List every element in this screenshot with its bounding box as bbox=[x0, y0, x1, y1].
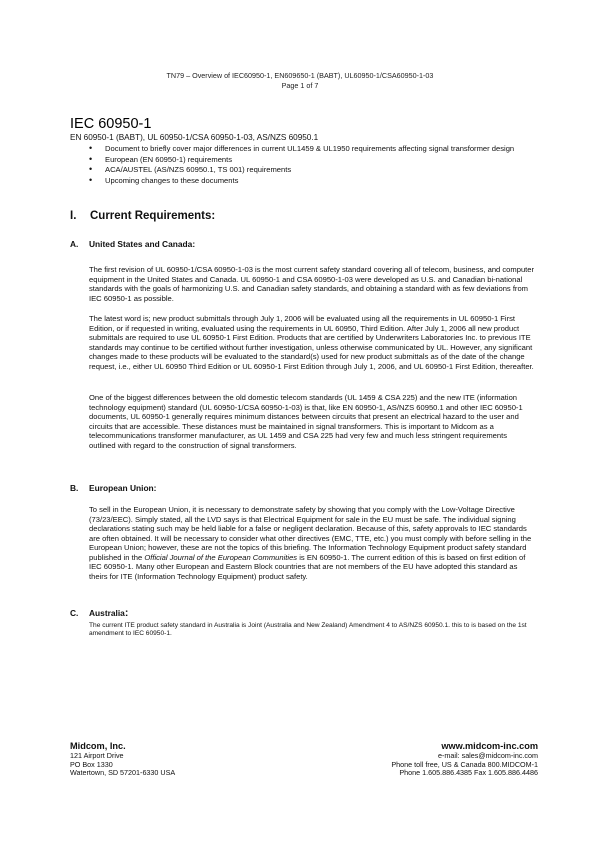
paragraph bbox=[89, 505, 535, 581]
header-title: TN79 – Overview of IEC60950-1, EN609650-1 (BABT), UL60950-1/CSA60950-1-03 bbox=[166, 71, 434, 80]
address-line: PO Box 1330 bbox=[70, 759, 113, 769]
footer-contact bbox=[391, 740, 538, 778]
section-heading-current-requirements bbox=[70, 209, 215, 223]
list-item: • Upcoming changes to these documents bbox=[88, 176, 528, 186]
list-item: • ACA/AUSTEL (AS/NZS 60950.1, TS 001) requirements bbox=[88, 165, 528, 175]
paragraph: The latest word is; new product submittals through July 1, 2006 will be evaluated using all the requirements in UL 60950-1 First Edition, or if requested in writing, evaluated using the requirements in UL 60950, Third Edition. After July 1, 2006 all new product submittals are required to use UL 60950-1 First Edition. Products that are certified by Underwriters Laboratories Inc. to previous ITE standards may continue to be certified without further investigation, unless otherwise communicated by UL. However, any significant changes made to these products will be evaluated to the standard(s) used for new product submittals as of the date of the change request, i.e., either UL 60950 Third Edition or UL 60950-1 First Edition through July 1, 2006, and UL 60950-1 First Edition, thereafter. bbox=[89, 314, 534, 371]
paragraph-text: is EN 60950-1. The current edition of this is based on first edition of IEC 60950-1. Many other European and Eastern Block countries that are not members of the EU have adopted this standard as theirs for ITE (Information Technology Equipment) product safety. bbox=[89, 552, 526, 581]
list-item: • Document to briefly cover major differences in current UL1459 & UL1950 requirements affecting signal transformer design bbox=[88, 144, 528, 154]
subsection-title: United States and Canada: bbox=[89, 239, 196, 249]
paragraph: The first revision of UL 60950-1/CSA 60950-1-03 is the most current safety standard covering all of telecom, business, and computer equipment in the United States and Canada. UL 60950-1 and CSA 60950-1-03 were developed as U.S. and Canadian bi-national standards with the goals of harmonizing U.S. and Canadian safety standards, and obtaining a standard with as few deviations from IEC 60950-1 as possible. bbox=[89, 265, 535, 303]
phone-fax-line: Phone 1.605.886.4385 Fax 1.605.886.4486 bbox=[399, 768, 538, 778]
tollfree-line: Phone toll free, US & Canada 800.MIDCOM-1 bbox=[391, 759, 538, 769]
page-header bbox=[0, 71, 600, 90]
subsection-colon: : bbox=[124, 607, 129, 619]
subsection-number: A. bbox=[70, 239, 79, 249]
paragraph: One of the biggest differences between the old domestic telecom standards (UL 1459 & CSA 225) and the new ITE (information technology equipment) standard (UL 60950-1/CSA 60950-1-03) is that, like EN 60950-1, AS/NZS 60950.1 and other IEC 60950-1 documents, UL 60950-1 generally requires minimum distances between circuits that present an electrical hazard to the user and circuits that are accessible. These distances must be maintained in signal transformers. This is important to Midcom as a telecommunications transformer manufacturer, as UL 1459 and CSA 225 had very few and much less stringent requirements outlined with regard to the construction of signal transformers. bbox=[89, 393, 523, 450]
subsection-heading-australia bbox=[70, 608, 128, 619]
subsection-number: B. bbox=[70, 483, 79, 493]
journal-title: Official Journal of the European Communities bbox=[144, 552, 298, 562]
company-name: Midcom, Inc. bbox=[70, 741, 126, 751]
paragraph-text: To sell in the European Union, it is necessary to demonstrate safety by showing that you comply with the Low-Voltage Directive (73/23/EEC). Simply stated, all the LVD says is that Electrical Equipment for sale in the EU must be safe. The individual signing declarations stating such may be held liable for a false or negligent declaration. Because of this, safety approvals to IEC standards are often obtained. It will be necessary to consider what other directives (EMC, TTE, etc.) you must comply with before selling in the European Union; however, these are not the topics of this briefing. The Information Technology Equipment product safety standard published in the bbox=[89, 505, 532, 562]
subsection-number: C. bbox=[70, 608, 79, 618]
footer-address bbox=[70, 740, 175, 778]
email-line[interactable]: e-mail: sales@midcom-inc.com bbox=[438, 751, 538, 760]
paragraph: The current ITE product safety standard in Australia is Joint (Australia and New Zealand) Amendment 4 to AS/NZS 60950.1. this to is based on the 1st amendment to IEC 60950-1. bbox=[89, 622, 527, 638]
list-item: • European (EN 60950-1) requirements bbox=[88, 155, 528, 165]
page-number: Page 1 of 7 bbox=[281, 80, 319, 90]
subsection-title: European Union: bbox=[89, 483, 157, 493]
document-title: IEC 60950-1 bbox=[70, 116, 152, 132]
section-title: Current Requirements: bbox=[90, 210, 216, 222]
subsection-heading-european-union bbox=[70, 483, 156, 494]
document-subtitle: EN 60950-1 (BABT), UL 60950-1/CSA 60950-1-03, AS/NZS 60950.1 bbox=[70, 133, 319, 142]
bullet-list bbox=[88, 144, 528, 186]
website-link[interactable]: www.midcom-inc.com bbox=[441, 741, 538, 751]
section-number: I. bbox=[70, 210, 77, 222]
subsection-title: Australia bbox=[89, 608, 125, 618]
address-line: Watertown, SD 57201-6330 USA bbox=[70, 768, 176, 778]
subsection-heading-us-canada bbox=[70, 239, 195, 250]
address-line: 121 Airport Drive bbox=[70, 751, 124, 760]
